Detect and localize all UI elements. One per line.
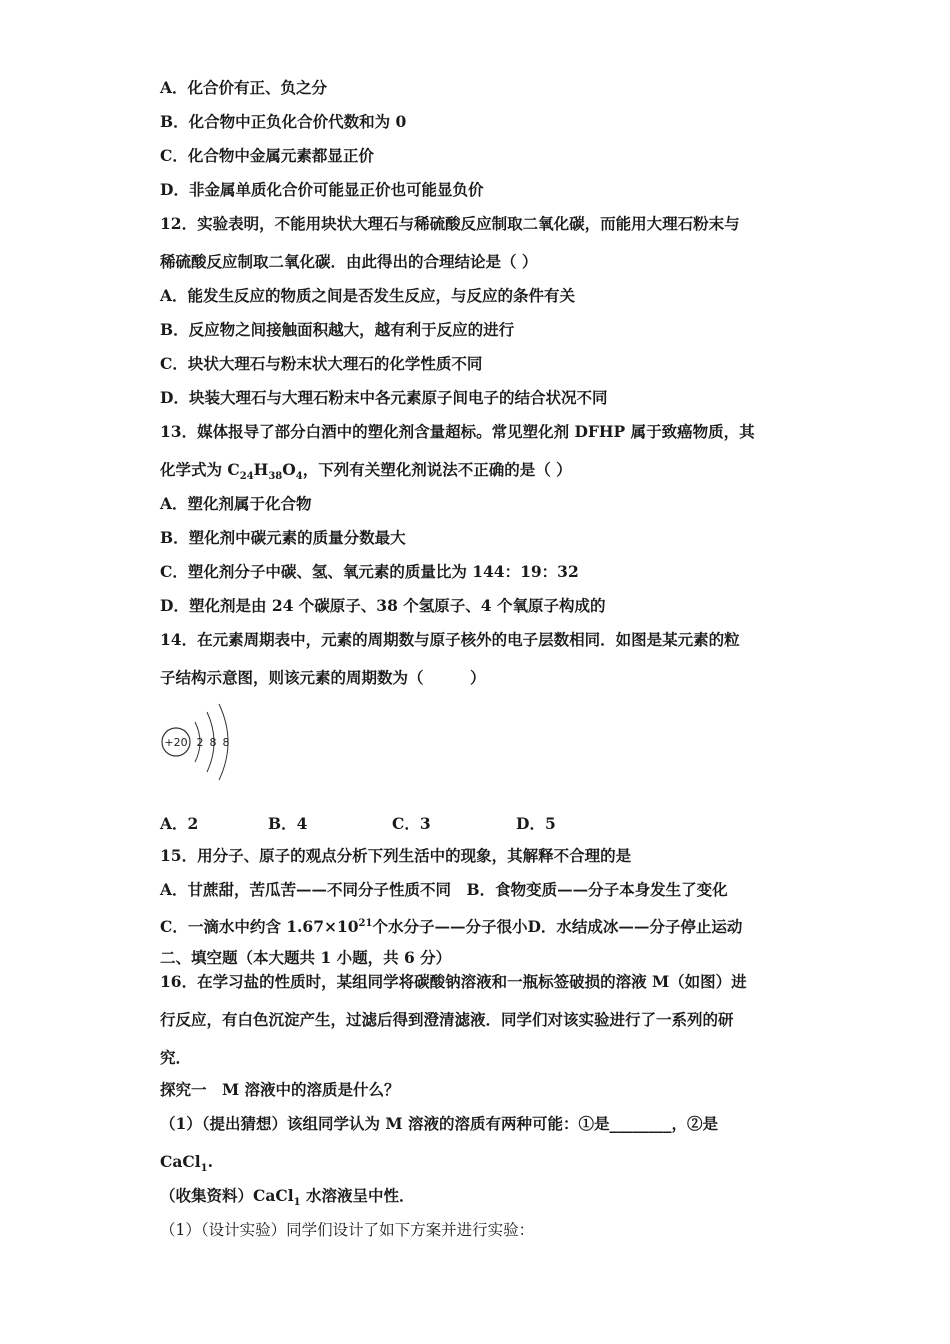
q12-option-c: C．块状大理石与粉末状大理石的化学性质不同 [160, 354, 483, 373]
q14-option-c: C．3 [392, 814, 431, 833]
q12-option-d: D．块装大理石与大理石粉末中各元素原子间电子的结合状况不同 [160, 388, 608, 407]
q16-design-line: （1）（设计实验）同学们设计了如下方案并进行实验： [160, 1221, 535, 1239]
q14-option-b: B．4 [268, 814, 308, 833]
q12-stem-line1: 12．实验表明，不能用块状大理石与稀硫酸反应制取二氧化碳，而能用大理石粉末与 [160, 214, 740, 233]
atomic-structure-diagram [155, 700, 245, 784]
q14-option-d: D．5 [516, 814, 556, 833]
q13-option-a: A．塑化剂属于化合物 [160, 494, 312, 513]
q12-option-b: B．反应物之间接触面积越大，越有利于反应的进行 [160, 320, 515, 339]
section-heading: 二、填空题（本大题共 1 小题，共 6 分） [160, 948, 452, 967]
shell2-electrons: 8 [209, 736, 217, 749]
q16-stem-line3: 究． [160, 1048, 192, 1067]
q11-option-c: C．化合物中金属元素都显正价 [160, 146, 374, 165]
q14-stem-line2: 子结构示意图，则该元素的周期数为（ ） [160, 668, 486, 687]
shell3-electrons: 8 [222, 736, 230, 749]
shell1-electrons: 2 [196, 736, 204, 749]
q12-option-a: A．能发生反应的物质之间是否发生反应，与反应的条件有关 [160, 286, 576, 305]
q16-stem-line1: 16．在学习盐的性质时，某组同学将碳酸钠溶液和一瓶标签破损的溶液 M（如图）进 [160, 972, 747, 991]
q14-stem-line1: 14．在元素周期表中，元素的周期数与原子核外的电子层数相同．如图是某元素的粒 [160, 630, 740, 649]
q13-option-b: B．塑化剂中碳元素的质量分数最大 [160, 528, 406, 547]
q13-option-d: D．塑化剂是由 24 个碳原子、38 个氢原子、4 个氧原子构成的 [160, 596, 606, 615]
q15-options-ab: A．甘蔗甜，苦瓜苦——不同分子性质不同 B．食物变质——分子本身发生了变化 [160, 880, 728, 899]
q16-stem-line2: 行反应，有白色沉淀产生，过滤后得到澄清滤液．同学们对该实验进行了一系列的研 [160, 1010, 734, 1029]
nucleus-charge: +20 [164, 736, 188, 749]
q11-option-b: B．化合物中正负化合价代数和为 0 [160, 112, 407, 131]
q15-stem: 15．用分子、原子的观点分析下列生活中的现象，其解释不合理的是 [160, 846, 632, 865]
q15-options-cd: C．一滴水中约含 $1.67\times 10^{21}$个水分子——分子很小D．水结成冰——分子停止运动 [160, 917, 743, 937]
q16-explore-heading: 探究一 M 溶液中的溶质是什么？ [160, 1080, 400, 1099]
q16-info-line: （收集资料）CaCl$_1$ 水溶液呈中性． [160, 1186, 415, 1209]
q14-option-a: A．2 [160, 814, 199, 833]
q11-option-a: A．化合价有正、负之分 [160, 78, 328, 97]
q16-guess-line2: CaCl$_1$. [160, 1152, 213, 1175]
q13-stem-line1: 13．媒体报导了部分白酒中的塑化剂含量超标。常见塑化剂 DFHP 属于致癌物质，其 [160, 422, 755, 441]
q11-option-d: D．非金属单质化合价可能显正价也可能显负价 [160, 180, 484, 199]
q16-guess-line: （1）（提出猜想）该组同学认为 M 溶液的溶质有两种可能：①是________，②是 [160, 1114, 718, 1133]
q13-stem-line2: 化学式为 $C_{24}H_{38}O_4$，下列有关塑化剂说法不正确的是（ ） [160, 460, 572, 483]
q12-stem-line2: 稀硫酸反应制取二氧化碳．由此得出的合理结论是（ ） [160, 252, 538, 271]
q13-option-c: C．塑化剂分子中碳、氢、氧元素的质量比为 144：19：32 [160, 562, 579, 581]
